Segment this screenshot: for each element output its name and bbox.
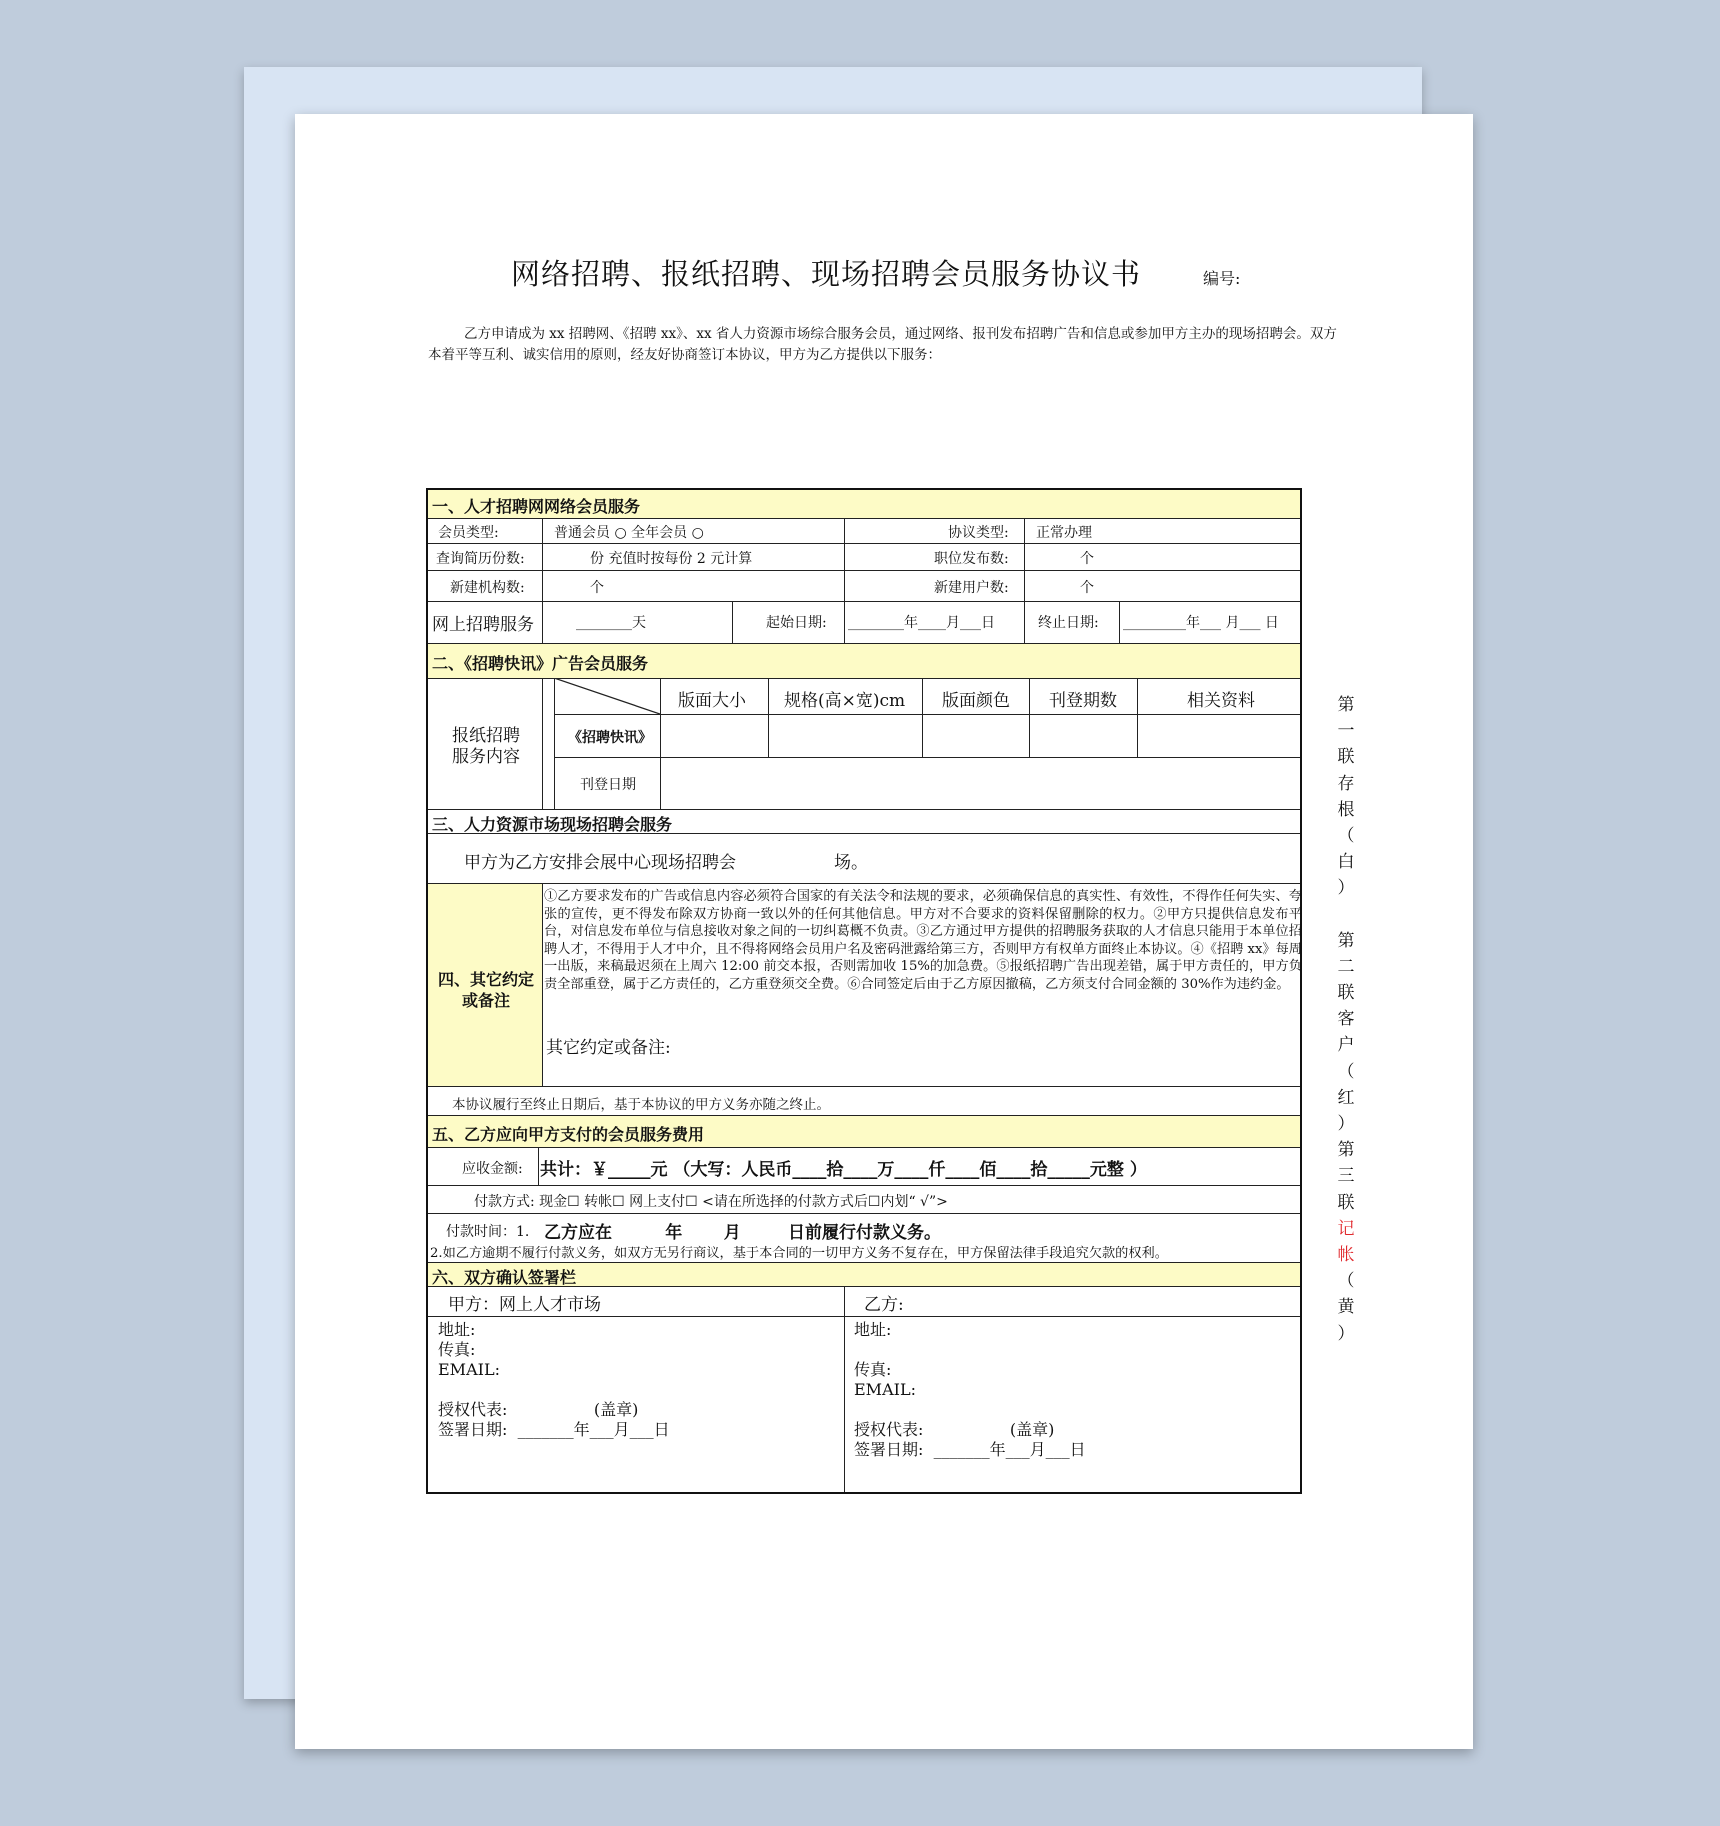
online-days-field[interactable]: ________天	[576, 615, 646, 631]
org-count-field[interactable]: 个	[590, 580, 604, 596]
remarks-label: 其它约定或备注:	[546, 1038, 671, 1058]
party-a-email-label: EMAIL:	[438, 1360, 500, 1379]
col-related-info: 相关资料	[1187, 691, 1255, 711]
start-date-field[interactable]: ________年____月___日	[848, 615, 995, 631]
side-label-char: 客	[1337, 1009, 1355, 1030]
serial-number-label: 编号:	[1203, 269, 1241, 288]
payment-time-field[interactable]: 乙方应在 年 月 日前履行付款义务。	[544, 1223, 942, 1243]
user-count-field[interactable]: 个	[1080, 580, 1094, 596]
payment-method[interactable]: 付款方式: 现金☐ 转帐☐ 网上支付☐ <请在所选择的付款方式后☐内划“ √”>	[474, 1194, 948, 1210]
section-3-heading: 三、人力资源市场现场招聘会服务	[432, 815, 673, 834]
diagonal-header-cell	[554, 678, 660, 714]
document-title: 网络招聘、报纸招聘、现场招聘会员服务协议书	[511, 257, 1142, 291]
side-label-char	[1335, 902, 1357, 928]
side-label-char: 二	[1337, 956, 1355, 977]
side-label-char: 第	[1337, 930, 1355, 951]
side-label-char: 记	[1337, 1218, 1355, 1239]
newspaper-service-label: 报纸招聘服务内容	[452, 726, 520, 767]
section-2-heading: 二、《招聘快讯》广告会员服务	[432, 654, 649, 673]
side-label-char: 存	[1337, 773, 1355, 794]
party-a-representative: 授权代表: (盖章)	[438, 1400, 639, 1419]
agreement-type-value: 正常办理	[1036, 525, 1092, 541]
position-count-label: 职位发布数:	[934, 551, 1009, 567]
agreement-terms: ①乙方要求发布的广告或信息内容必须符合国家的有关法令和法规的要求，必须确保信息的真实性、有效性，不得作任何失实、夸张的宣传，更不得发布除双方协商一致以外的任何其他信息。甲方对不合要求的资料保留删除的权力。②甲方只提供信息发布平台，对信息发布单位与信息接收对象之间的一切纠葛概不负责。③乙方通过甲方提供的招聘服务获取的人才信息只能用于本单位招聘人才，不得用于人才中介，且不得将网络会员用户名及密码泄露给第三方，否则甲方有权单方面终止本协议。④《招聘 xx》每周一出版，来稿最迟须在上周六 12:00 前交本报，否则需加收 15%的加急费。⑤报纸招聘广告出现差错，属于甲方责任的，甲方负责全部重登，属于乙方责任的，乙方重登须交全费。⑥合同签定后由于乙方原因撤稿，乙方须支付合同金额的 30%作为违约金。	[544, 889, 1302, 992]
section-6-heading: 六、双方确认签署栏	[432, 1268, 577, 1287]
side-label-char: 帐	[1337, 1244, 1355, 1265]
agreement-form	[426, 488, 1302, 1494]
side-label-char: 户	[1337, 1035, 1355, 1056]
copy-distribution-label	[1335, 692, 1357, 1347]
party-a-address-label: 地址:	[438, 1320, 476, 1339]
col-page-size: 版面大小	[678, 691, 746, 711]
side-label-char: 联	[1337, 747, 1355, 768]
paper-name: 《招聘快讯》	[568, 730, 652, 746]
party-b-representative: 授权代表: (盖章)	[854, 1420, 1055, 1439]
party-a-details	[438, 1320, 670, 1440]
side-label-char: 三	[1337, 1166, 1355, 1187]
termination-note: 本协议履行至终止日期后，基于本协议的甲方义务亦随之终止。	[452, 1097, 830, 1113]
side-label-char: ）	[1337, 1323, 1355, 1344]
side-label-char: ）	[1337, 878, 1355, 899]
side-label-char: （	[1337, 825, 1355, 846]
party-a-sign-date[interactable]: 签署日期: _______年___月___日	[438, 1420, 670, 1439]
side-label-char: （	[1337, 1271, 1355, 1292]
side-label-char: 第	[1337, 695, 1355, 715]
job-fair-text: 甲方为乙方安排会展中心现场招聘会	[464, 853, 736, 873]
job-fair-sessions: 场。	[834, 853, 868, 873]
party-b-name: 乙方:	[864, 1295, 904, 1315]
party-a-fax-label: 传真:	[438, 1340, 476, 1359]
amount-label: 应收金额:	[462, 1161, 523, 1177]
payment-default-note: 2.如乙方逾期不履行付款义务，如双方无另行商议，基于本合同的一切甲方义务不复存在，甲方保留法律手段追究欠款的权利。	[430, 1246, 1168, 1261]
side-label-char: ）	[1337, 1114, 1355, 1134]
side-label-char: 联	[1337, 1192, 1355, 1213]
side-label-char: 第	[1337, 1140, 1355, 1161]
side-label-char: 黄	[1337, 1297, 1355, 1318]
party-b-fax-label: 传真:	[854, 1360, 892, 1379]
start-date-label: 起始日期:	[766, 615, 827, 631]
agreement-type-label: 协议类型:	[948, 525, 1009, 541]
side-label-char: 一	[1337, 721, 1355, 742]
member-type-label: 会员类型:	[438, 525, 499, 541]
end-date-label: 终止日期:	[1038, 615, 1099, 631]
col-issue-count: 刊登期数	[1049, 691, 1117, 711]
amount-field[interactable]: 共计：￥_____元 （大写：人民币____拾____万____仟____佰____拾_____元整 ）	[540, 1160, 1147, 1180]
end-date-field[interactable]: _________年___ 月___ 日	[1123, 615, 1279, 631]
party-b-email-label: EMAIL:	[854, 1380, 916, 1399]
party-b-details	[854, 1320, 1086, 1460]
party-b-address-label: 地址:	[854, 1320, 892, 1339]
org-count-label: 新建机构数:	[450, 580, 525, 596]
col-dimensions: 规格(高×宽)cm	[784, 691, 906, 711]
side-label-char: 红	[1337, 1087, 1355, 1108]
side-label-char: （	[1337, 1061, 1355, 1082]
document-page	[295, 114, 1473, 1749]
resume-count-field[interactable]: 份 充值时按每份 2 元计算	[590, 551, 753, 567]
side-label-char: 根	[1337, 799, 1355, 820]
section-4-heading: 四、其它约定或备注	[437, 970, 534, 1010]
user-count-label: 新建用户数:	[934, 580, 1009, 596]
publish-date-label: 刊登日期	[580, 777, 636, 793]
online-service-label: 网上招聘服务	[432, 615, 534, 635]
resume-count-label: 查询简历份数:	[436, 551, 525, 567]
col-page-color: 版面颜色	[942, 691, 1010, 711]
member-type-options[interactable]: 普通会员 ○ 全年会员 ○	[554, 525, 704, 541]
payment-time-label: 付款时间：1.	[446, 1224, 530, 1240]
position-count-field[interactable]: 个	[1080, 551, 1094, 567]
intro-paragraph: 乙方申请成为 xx 招聘网、《招聘 xx》、xx 省人力资源市场综合服务会员，通过网络、报刊发布招聘广告和信息或参加甲方主办的现场招聘会。双方本着平等互利、诚实信用的原则，经友好协商签订本协议，甲方为乙方提供以下服务：	[428, 326, 1337, 363]
side-label-char: 联	[1337, 983, 1355, 1004]
side-label-char: 白	[1337, 852, 1355, 873]
party-a-name: 甲方：网上人才市场	[448, 1295, 601, 1315]
section-1-heading: 一、人才招聘网网络会员服务	[432, 497, 641, 516]
party-b-sign-date[interactable]: 签署日期: _______年___月___日	[854, 1440, 1086, 1459]
section-5-heading: 五、乙方应向甲方支付的会员服务费用	[432, 1125, 705, 1144]
